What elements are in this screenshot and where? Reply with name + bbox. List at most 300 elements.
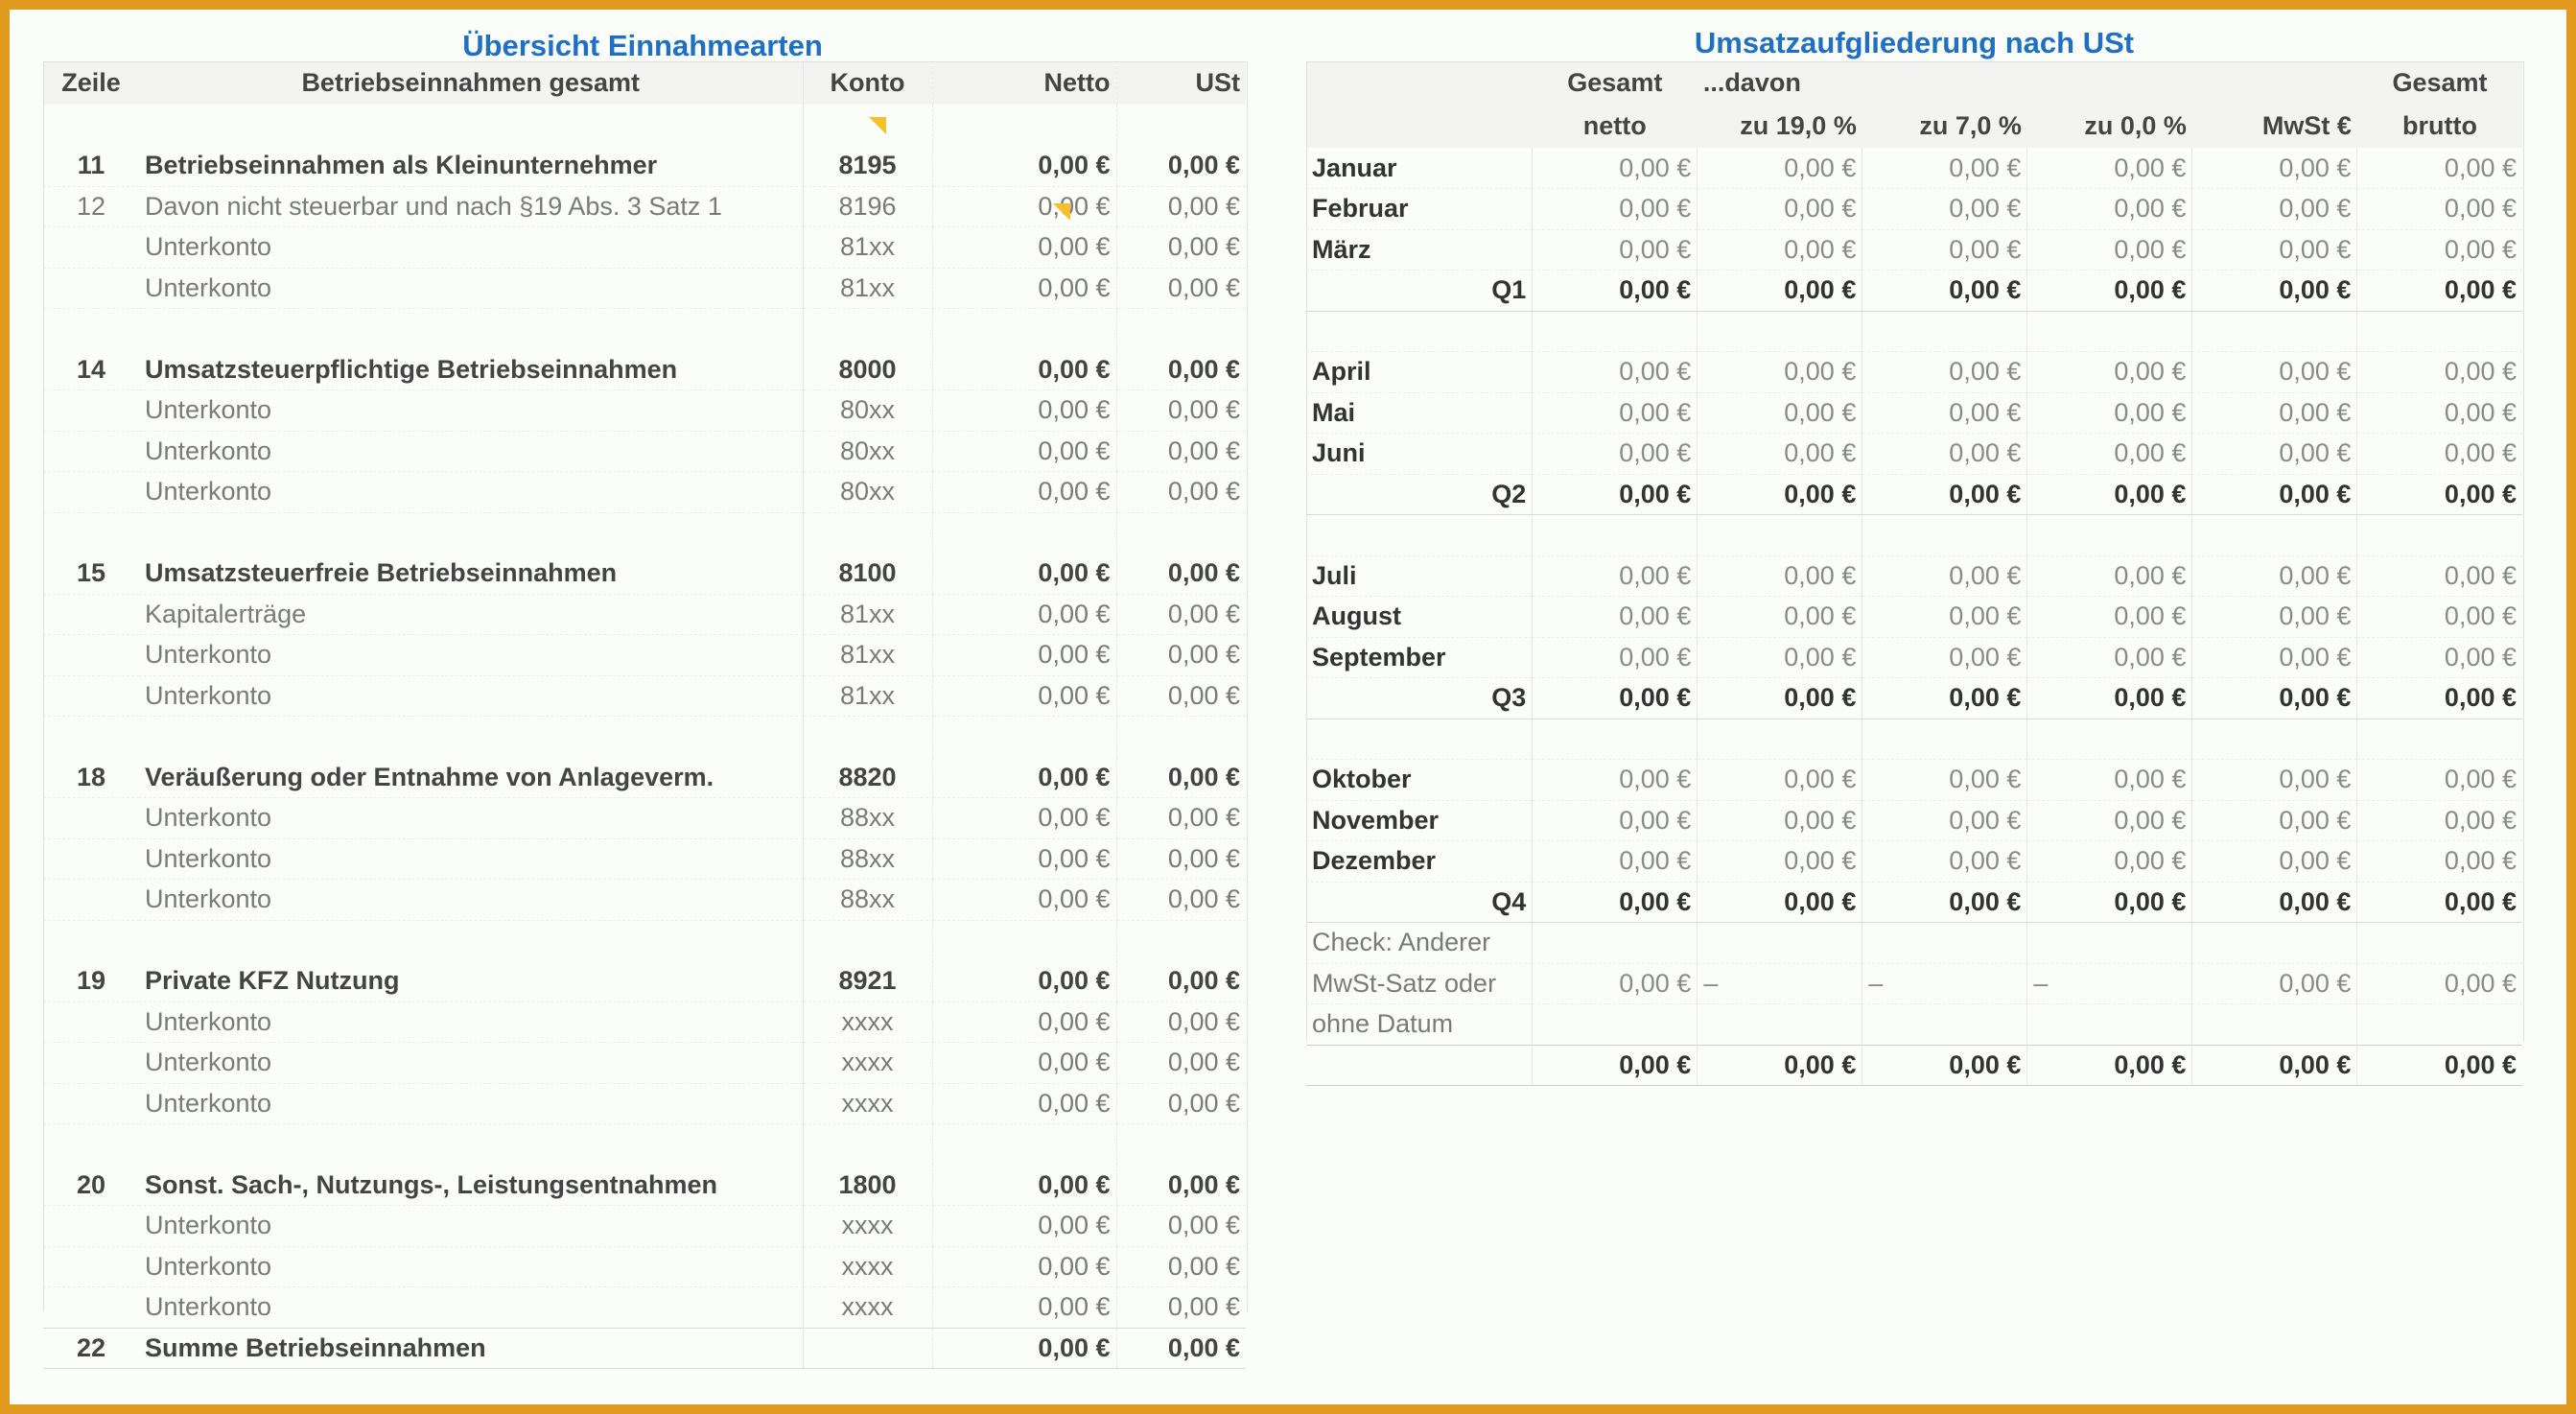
header-cell[interactable] (1306, 61, 1533, 105)
row-label[interactable] (1306, 515, 1533, 556)
value-cell[interactable]: 0,00 € (2192, 882, 2357, 923)
value-cell[interactable]: – (1698, 963, 1862, 1004)
row-label[interactable]: Juli (1306, 555, 1533, 597)
cell-ust[interactable]: 0,00 € (1116, 1246, 1246, 1287)
empty-cell[interactable] (43, 512, 139, 554)
cell-desc[interactable]: Unterkonto (139, 268, 803, 309)
cell-zeile[interactable] (43, 1246, 139, 1287)
empty-cell[interactable] (803, 512, 932, 554)
empty-cell[interactable] (139, 105, 803, 146)
cell-netto[interactable]: 0,00 € (932, 554, 1116, 595)
cell-desc[interactable]: Unterkonto (139, 472, 803, 513)
cell-konto[interactable]: 81xx (803, 635, 932, 676)
empty-cell[interactable] (43, 105, 139, 146)
value-cell[interactable]: 0,00 € (2357, 352, 2522, 393)
value-cell[interactable]: 0,00 € (2027, 229, 2192, 271)
row-label[interactable]: Februar (1306, 189, 1533, 230)
value-cell[interactable]: 0,00 € (1698, 434, 1862, 475)
cell-netto[interactable]: 0,00 € (932, 1083, 1116, 1124)
empty-cell[interactable] (1116, 309, 1246, 350)
cell-desc[interactable]: Unterkonto (139, 227, 803, 269)
value-cell[interactable]: 0,00 € (1862, 678, 2027, 719)
value-cell[interactable]: 0,00 € (1698, 760, 1862, 801)
cell-ust[interactable]: 0,00 € (1116, 1328, 1246, 1369)
cell-desc[interactable]: Sonst. Sach-, Nutzungs-, Leistungsentnahmen (139, 1165, 803, 1206)
cell-konto[interactable]: 81xx (803, 594, 932, 635)
row-label[interactable]: Januar (1306, 148, 1533, 189)
value-cell[interactable]: 0,00 € (1533, 229, 1698, 271)
cell-ust[interactable]: 0,00 € (1116, 431, 1246, 472)
empty-cell[interactable] (803, 105, 932, 146)
header-netto[interactable]: Netto (932, 61, 1116, 105)
header-cell[interactable] (2192, 61, 2357, 105)
cell-ust[interactable]: 0,00 € (1116, 635, 1246, 676)
cell-desc[interactable]: Unterkonto (139, 880, 803, 921)
cell-netto[interactable]: 0,00 € (932, 1002, 1116, 1043)
value-cell[interactable]: 0,00 € (1533, 271, 1698, 312)
cell-zeile[interactable] (43, 675, 139, 717)
empty-cell[interactable] (803, 920, 932, 961)
row-label[interactable]: Q2 (1306, 474, 1533, 515)
row-label[interactable]: ohne Datum (1306, 1004, 1533, 1046)
value-cell[interactable]: 0,00 € (1533, 841, 1698, 883)
value-cell[interactable]: – (2027, 963, 2192, 1004)
cell-konto[interactable]: 88xx (803, 838, 932, 880)
value-cell[interactable]: 0,00 € (2027, 352, 2192, 393)
value-cell[interactable] (1533, 515, 1698, 556)
empty-cell[interactable] (932, 920, 1116, 961)
cell-ust[interactable]: 0,00 € (1116, 554, 1246, 595)
cell-zeile[interactable] (43, 472, 139, 513)
value-cell[interactable]: 0,00 € (2192, 1045, 2357, 1086)
row-label[interactable]: Q4 (1306, 882, 1533, 923)
header-cell[interactable]: zu 7,0 % (1919, 111, 2022, 140)
value-cell[interactable]: 0,00 € (1862, 882, 2027, 923)
value-cell[interactable]: 0,00 € (2357, 882, 2522, 923)
value-cell[interactable]: 0,00 € (1862, 597, 2027, 638)
value-cell[interactable] (1862, 1004, 2027, 1046)
cell-ust[interactable]: 0,00 € (1116, 798, 1246, 839)
value-cell[interactable] (2357, 311, 2522, 352)
value-cell[interactable]: 0,00 € (2192, 392, 2357, 434)
cell-ust[interactable]: 0,00 € (1116, 594, 1246, 635)
row-label[interactable]: März (1306, 229, 1533, 271)
value-cell[interactable]: 0,00 € (2027, 760, 2192, 801)
value-cell[interactable]: 0,00 € (1698, 229, 1862, 271)
cell-zeile[interactable] (43, 880, 139, 921)
cell-ust[interactable]: 0,00 € (1116, 227, 1246, 269)
row-label[interactable]: Oktober (1306, 760, 1533, 801)
empty-cell[interactable] (139, 920, 803, 961)
cell-netto[interactable]: 0,00 € (932, 961, 1116, 1002)
cell-konto[interactable]: xxxx (803, 1246, 932, 1287)
value-cell[interactable]: 0,00 € (1698, 352, 1862, 393)
value-cell[interactable]: 0,00 € (1698, 841, 1862, 883)
value-cell[interactable] (1533, 923, 1698, 964)
value-cell[interactable]: 0,00 € (2192, 434, 2357, 475)
cell-konto[interactable]: 8820 (803, 757, 932, 798)
cell-desc[interactable]: Unterkonto (139, 1246, 803, 1287)
value-cell[interactable]: 0,00 € (2357, 963, 2522, 1004)
value-cell[interactable]: 0,00 € (1698, 597, 1862, 638)
row-label[interactable]: MwSt-Satz oder (1306, 963, 1533, 1004)
value-cell[interactable]: 0,00 € (1862, 229, 2027, 271)
cell-konto[interactable]: 8100 (803, 554, 932, 595)
row-label[interactable] (1306, 311, 1533, 352)
value-cell[interactable]: 0,00 € (2357, 678, 2522, 719)
cell-desc[interactable]: Umsatzsteuerpflichtige Betriebseinnahmen (139, 349, 803, 390)
cell-desc[interactable]: Unterkonto (139, 675, 803, 717)
value-cell[interactable]: 0,00 € (2027, 189, 2192, 230)
value-cell[interactable] (2027, 311, 2192, 352)
value-cell[interactable]: 0,00 € (1533, 882, 1698, 923)
cell-zeile[interactable] (43, 798, 139, 839)
header-cell[interactable] (1862, 61, 2027, 105)
empty-cell[interactable] (932, 1124, 1116, 1166)
value-cell[interactable]: 0,00 € (1698, 1045, 1862, 1086)
cell-konto[interactable]: 8196 (803, 186, 932, 227)
value-cell[interactable]: 0,00 € (2192, 352, 2357, 393)
empty-cell[interactable] (932, 512, 1116, 554)
value-cell[interactable]: 0,00 € (2027, 474, 2192, 515)
cell-zeile[interactable] (43, 227, 139, 269)
cell-zeile[interactable]: 22 (43, 1328, 139, 1369)
cell-ust[interactable]: 0,00 € (1116, 1287, 1246, 1329)
cell-zeile[interactable] (43, 838, 139, 880)
cell-desc[interactable]: Davon nicht steuerbar und nach §19 Abs. 3 Satz 1 (139, 186, 803, 227)
cell-desc[interactable]: Unterkonto (139, 1002, 803, 1043)
empty-cell[interactable] (139, 309, 803, 350)
cell-desc[interactable]: Kapitalerträge (139, 594, 803, 635)
cell-zeile[interactable]: 20 (43, 1165, 139, 1206)
value-cell[interactable] (1862, 923, 2027, 964)
value-cell[interactable]: 0,00 € (1533, 555, 1698, 597)
header-zeile[interactable]: Zeile (61, 68, 121, 97)
value-cell[interactable] (2027, 1004, 2192, 1046)
value-cell[interactable]: 0,00 € (2357, 637, 2522, 678)
cell-zeile[interactable] (43, 390, 139, 432)
value-cell[interactable]: 0,00 € (2027, 555, 2192, 597)
value-cell[interactable] (1698, 311, 1862, 352)
header-cell[interactable]: Gesamt (1567, 68, 1663, 97)
cell-netto[interactable]: 0,00 € (932, 1206, 1116, 1247)
cell-konto[interactable]: 80xx (803, 472, 932, 513)
cell-ust[interactable]: 0,00 € (1116, 961, 1246, 1002)
cell-konto[interactable]: 81xx (803, 268, 932, 309)
value-cell[interactable]: 0,00 € (1862, 271, 2027, 312)
value-cell[interactable]: 0,00 € (1698, 678, 1862, 719)
row-label[interactable]: Q3 (1306, 678, 1533, 719)
cell-konto[interactable]: 80xx (803, 390, 932, 432)
header-ust[interactable]: USt (1116, 61, 1246, 105)
value-cell[interactable]: 0,00 € (2192, 148, 2357, 189)
value-cell[interactable] (2357, 1004, 2522, 1046)
cell-zeile[interactable] (43, 1206, 139, 1247)
value-cell[interactable]: 0,00 € (1862, 189, 2027, 230)
empty-cell[interactable] (803, 1124, 932, 1166)
value-cell[interactable]: 0,00 € (1533, 392, 1698, 434)
cell-netto[interactable]: 0,00 € (932, 1328, 1116, 1369)
value-cell[interactable]: 0,00 € (2357, 271, 2522, 312)
value-cell[interactable] (2192, 311, 2357, 352)
value-cell[interactable]: 0,00 € (2357, 597, 2522, 638)
row-label[interactable]: Check: Anderer (1306, 923, 1533, 964)
comment-indicator[interactable] (1053, 203, 1070, 221)
header-cell[interactable]: MwSt € (2261, 111, 2352, 140)
value-cell[interactable]: 0,00 € (1862, 352, 2027, 393)
value-cell[interactable]: 0,00 € (2027, 841, 2192, 883)
value-cell[interactable]: 0,00 € (2192, 963, 2357, 1004)
value-cell[interactable]: 0,00 € (2357, 760, 2522, 801)
value-cell[interactable]: 0,00 € (1862, 555, 2027, 597)
header-cell[interactable]: ...davon (1702, 68, 1801, 97)
cell-netto[interactable]: 0,00 € (932, 268, 1116, 309)
cell-netto[interactable]: 0,00 € (932, 431, 1116, 472)
cell-konto[interactable]: 80xx (803, 431, 932, 472)
value-cell[interactable]: 0,00 € (2027, 392, 2192, 434)
cell-netto[interactable]: 0,00 € (932, 186, 1116, 227)
empty-cell[interactable] (932, 309, 1116, 350)
cell-konto[interactable] (803, 1328, 932, 1369)
value-cell[interactable]: 0,00 € (2027, 271, 2192, 312)
value-cell[interactable]: 0,00 € (1862, 841, 2027, 883)
value-cell[interactable]: 0,00 € (1698, 637, 1862, 678)
cell-zeile[interactable] (43, 594, 139, 635)
cell-desc[interactable]: Unterkonto (139, 1043, 803, 1084)
value-cell[interactable]: 0,00 € (1533, 148, 1698, 189)
empty-cell[interactable] (932, 717, 1116, 758)
row-label[interactable]: Mai (1306, 392, 1533, 434)
empty-cell[interactable] (43, 717, 139, 758)
cell-ust[interactable]: 0,00 € (1116, 838, 1246, 880)
value-cell[interactable]: 0,00 € (2027, 800, 2192, 841)
value-cell[interactable] (1533, 311, 1698, 352)
cell-zeile[interactable] (43, 268, 139, 309)
row-label[interactable]: November (1306, 800, 1533, 841)
cell-ust[interactable]: 0,00 € (1116, 1206, 1246, 1247)
value-cell[interactable] (1698, 515, 1862, 556)
cell-netto[interactable]: 0,00 € (932, 594, 1116, 635)
cell-zeile[interactable]: 18 (43, 757, 139, 798)
value-cell[interactable] (2357, 515, 2522, 556)
value-cell[interactable]: 0,00 € (2192, 555, 2357, 597)
value-cell[interactable] (1862, 719, 2027, 760)
cell-ust[interactable]: 0,00 € (1116, 1002, 1246, 1043)
empty-cell[interactable] (43, 920, 139, 961)
cell-ust[interactable]: 0,00 € (1116, 757, 1246, 798)
value-cell[interactable]: 0,00 € (1533, 963, 1698, 1004)
cell-netto[interactable]: 0,00 € (932, 880, 1116, 921)
cell-konto[interactable]: xxxx (803, 1043, 932, 1084)
value-cell[interactable]: 0,00 € (2357, 1045, 2522, 1086)
cell-desc[interactable]: Veräußerung oder Entnahme von Anlageverm. (139, 757, 803, 798)
cell-netto[interactable]: 0,00 € (932, 349, 1116, 390)
value-cell[interactable]: 0,00 € (1698, 392, 1862, 434)
cell-ust[interactable]: 0,00 € (1116, 349, 1246, 390)
value-cell[interactable]: 0,00 € (1698, 882, 1862, 923)
header-cell[interactable]: zu 0,0 % (2084, 111, 2187, 140)
value-cell[interactable]: 0,00 € (1533, 189, 1698, 230)
cell-desc[interactable]: Unterkonto (139, 390, 803, 432)
cell-konto[interactable]: 88xx (803, 880, 932, 921)
value-cell[interactable]: 0,00 € (1862, 800, 2027, 841)
value-cell[interactable]: 0,00 € (1862, 148, 2027, 189)
value-cell[interactable]: 0,00 € (1533, 434, 1698, 475)
value-cell[interactable] (1698, 923, 1862, 964)
cell-desc[interactable]: Unterkonto (139, 635, 803, 676)
value-cell[interactable]: 0,00 € (2357, 800, 2522, 841)
cell-ust[interactable]: 0,00 € (1116, 268, 1246, 309)
empty-cell[interactable] (1116, 920, 1246, 961)
empty-cell[interactable] (139, 717, 803, 758)
cell-zeile[interactable] (43, 635, 139, 676)
value-cell[interactable]: 0,00 € (2192, 597, 2357, 638)
cell-ust[interactable]: 0,00 € (1116, 472, 1246, 513)
cell-konto[interactable]: xxxx (803, 1002, 932, 1043)
value-cell[interactable]: 0,00 € (1862, 434, 2027, 475)
cell-desc[interactable]: Unterkonto (139, 431, 803, 472)
cell-desc[interactable]: Private KFZ Nutzung (139, 961, 803, 1002)
value-cell[interactable]: 0,00 € (1533, 760, 1698, 801)
empty-cell[interactable] (43, 1124, 139, 1166)
empty-cell[interactable] (139, 1124, 803, 1166)
value-cell[interactable]: 0,00 € (1533, 474, 1698, 515)
row-label[interactable]: April (1306, 352, 1533, 393)
value-cell[interactable]: 0,00 € (2027, 434, 2192, 475)
value-cell[interactable] (2192, 515, 2357, 556)
cell-ust[interactable]: 0,00 € (1116, 1083, 1246, 1124)
value-cell[interactable]: 0,00 € (2192, 271, 2357, 312)
value-cell[interactable]: 0,00 € (1698, 800, 1862, 841)
comment-indicator[interactable] (869, 117, 886, 134)
value-cell[interactable]: 0,00 € (2192, 678, 2357, 719)
value-cell[interactable]: 0,00 € (2192, 637, 2357, 678)
value-cell[interactable]: 0,00 € (2027, 1045, 2192, 1086)
empty-cell[interactable] (1116, 512, 1246, 554)
value-cell[interactable]: 0,00 € (1698, 271, 1862, 312)
cell-ust[interactable]: 0,00 € (1116, 1165, 1246, 1206)
cell-zeile[interactable]: 19 (43, 961, 139, 1002)
empty-cell[interactable] (139, 512, 803, 554)
value-cell[interactable]: 0,00 € (1862, 392, 2027, 434)
header-cell[interactable]: brutto (2401, 111, 2477, 140)
value-cell[interactable]: 0,00 € (1862, 474, 2027, 515)
value-cell[interactable]: 0,00 € (2357, 434, 2522, 475)
cell-zeile[interactable]: 11 (43, 146, 139, 187)
cell-ust[interactable]: 0,00 € (1116, 1043, 1246, 1084)
value-cell[interactable] (2027, 719, 2192, 760)
cell-zeile[interactable]: 15 (43, 554, 139, 595)
cell-netto[interactable]: 0,00 € (932, 1287, 1116, 1329)
cell-netto[interactable]: 0,00 € (932, 1165, 1116, 1206)
cell-desc[interactable]: Unterkonto (139, 1083, 803, 1124)
row-label[interactable] (1306, 1045, 1533, 1086)
empty-cell[interactable] (932, 105, 1116, 146)
value-cell[interactable]: 0,00 € (1862, 1045, 2027, 1086)
empty-cell[interactable] (43, 309, 139, 350)
empty-cell[interactable] (1116, 105, 1246, 146)
cell-ust[interactable]: 0,00 € (1116, 880, 1246, 921)
row-label[interactable] (1306, 719, 1533, 760)
cell-zeile[interactable] (43, 431, 139, 472)
cell-desc[interactable]: Unterkonto (139, 1287, 803, 1329)
value-cell[interactable] (2027, 923, 2192, 964)
value-cell[interactable]: 0,00 € (2357, 841, 2522, 883)
value-cell[interactable] (2027, 515, 2192, 556)
value-cell[interactable] (1698, 1004, 1862, 1046)
cell-netto[interactable]: 0,00 € (932, 472, 1116, 513)
header-cell[interactable] (2027, 61, 2192, 105)
cell-konto[interactable]: xxxx (803, 1287, 932, 1329)
cell-zeile[interactable]: 12 (43, 186, 139, 227)
value-cell[interactable] (1533, 1004, 1698, 1046)
value-cell[interactable] (2192, 1004, 2357, 1046)
cell-netto[interactable]: 0,00 € (932, 838, 1116, 880)
value-cell[interactable]: 0,00 € (2192, 474, 2357, 515)
value-cell[interactable]: 0,00 € (1862, 637, 2027, 678)
cell-netto[interactable]: 0,00 € (932, 757, 1116, 798)
empty-cell[interactable] (1116, 717, 1246, 758)
empty-cell[interactable] (803, 309, 932, 350)
value-cell[interactable]: 0,00 € (1698, 555, 1862, 597)
value-cell[interactable]: 0,00 € (2027, 637, 2192, 678)
value-cell[interactable]: 0,00 € (2192, 189, 2357, 230)
value-cell[interactable] (1862, 311, 2027, 352)
value-cell[interactable]: 0,00 € (2192, 229, 2357, 271)
value-cell[interactable]: 0,00 € (1533, 1045, 1698, 1086)
cell-netto[interactable]: 0,00 € (932, 798, 1116, 839)
cell-zeile[interactable] (43, 1287, 139, 1329)
empty-cell[interactable] (803, 717, 932, 758)
value-cell[interactable]: – (1862, 963, 2027, 1004)
cell-konto[interactable]: 81xx (803, 675, 932, 717)
row-label[interactable]: Q1 (1306, 271, 1533, 312)
value-cell[interactable]: 0,00 € (2357, 189, 2522, 230)
header-cell[interactable]: zu 19,0 % (1740, 111, 1857, 140)
value-cell[interactable]: 0,00 € (2192, 800, 2357, 841)
value-cell[interactable]: 0,00 € (2027, 597, 2192, 638)
value-cell[interactable]: 0,00 € (1533, 597, 1698, 638)
empty-cell[interactable] (1116, 1124, 1246, 1166)
value-cell[interactable]: 0,00 € (2357, 555, 2522, 597)
cell-konto[interactable]: xxxx (803, 1083, 932, 1124)
value-cell[interactable] (1533, 719, 1698, 760)
row-label[interactable]: September (1306, 637, 1533, 678)
value-cell[interactable]: 0,00 € (1698, 189, 1862, 230)
cell-desc[interactable]: Umsatzsteuerfreie Betriebseinnahmen (139, 554, 803, 595)
cell-netto[interactable]: 0,00 € (932, 146, 1116, 187)
value-cell[interactable] (1862, 515, 2027, 556)
cell-desc[interactable]: Summe Betriebseinnahmen (139, 1328, 803, 1369)
cell-konto[interactable]: 88xx (803, 798, 932, 839)
cell-netto[interactable]: 0,00 € (932, 635, 1116, 676)
cell-konto[interactable]: 1800 (803, 1165, 932, 1206)
value-cell[interactable] (2357, 719, 2522, 760)
cell-konto[interactable]: 8921 (803, 961, 932, 1002)
value-cell[interactable]: 0,00 € (2192, 760, 2357, 801)
cell-konto[interactable]: xxxx (803, 1206, 932, 1247)
header-konto[interactable]: Konto (803, 61, 932, 105)
cell-ust[interactable]: 0,00 € (1116, 146, 1246, 187)
cell-ust[interactable]: 0,00 € (1116, 390, 1246, 432)
value-cell[interactable]: 0,00 € (2357, 229, 2522, 271)
value-cell[interactable]: 0,00 € (2027, 882, 2192, 923)
header-cell[interactable] (1306, 105, 1533, 148)
cell-netto[interactable]: 0,00 € (932, 1043, 1116, 1084)
row-label[interactable]: Juni (1306, 434, 1533, 475)
cell-konto[interactable]: 8000 (803, 349, 932, 390)
header-description[interactable]: Betriebseinnahmen gesamt (301, 68, 641, 97)
